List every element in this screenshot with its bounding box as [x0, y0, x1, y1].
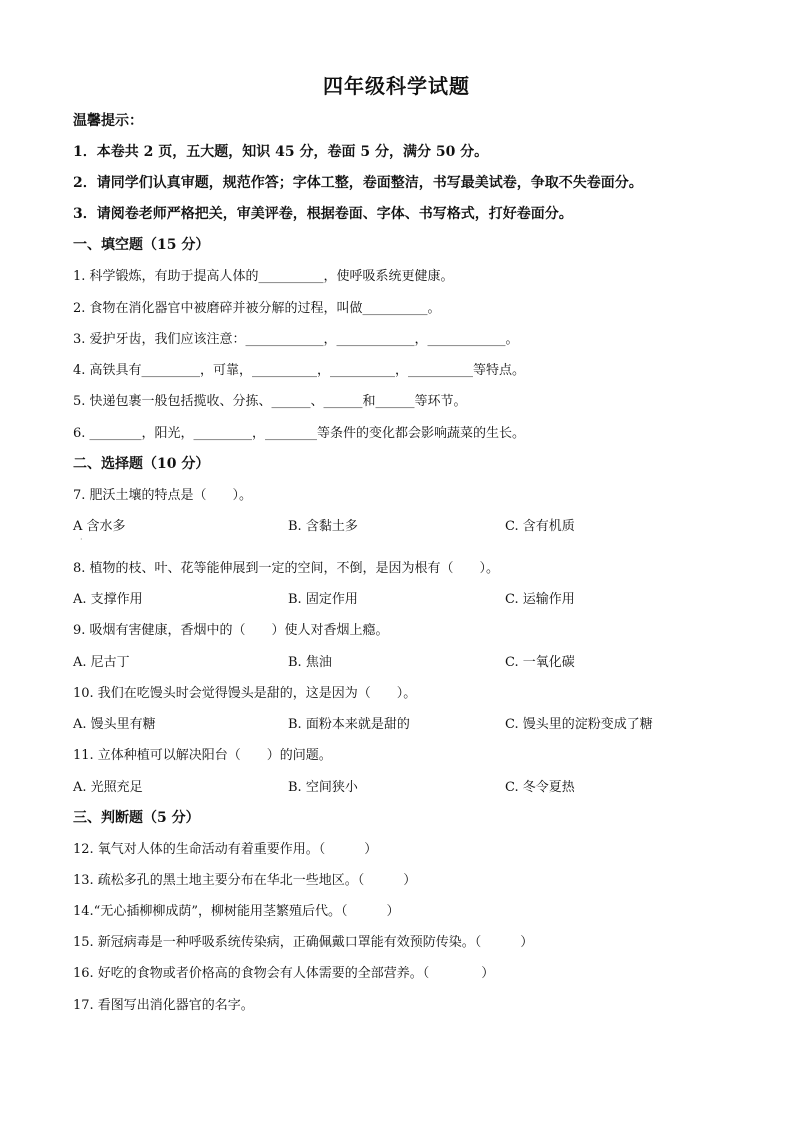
- question-7-option-c: C. 含有机质: [505, 519, 575, 534]
- question-11-option-c: C. 冬令夏热: [505, 780, 575, 795]
- question-9-option-b: B. 焦油: [288, 655, 332, 670]
- question-9-option-a: A. 尼古丁: [73, 655, 130, 670]
- question-8: 8. 植物的枝、叶、花等能伸展到一定的空间，不倒，是因为根有（ ）。: [73, 561, 500, 576]
- section-choice-heading: 二、选择题（10 分）: [73, 456, 210, 472]
- question-11: 11. 立体种植可以解决阳台（ ）的问题。: [73, 748, 332, 763]
- question-14: 14.“无心插柳柳成荫”，柳树能用茎繁殖后代。（ ）: [73, 904, 400, 919]
- stray-dot: ·: [80, 535, 83, 544]
- question-8-option-a: A. 支撑作用: [73, 592, 143, 607]
- question-8-option-c: C. 运输作用: [505, 592, 575, 607]
- notice-heading: 温馨提示：: [73, 113, 143, 129]
- question-6: 6. ________，阳光，_________，________等条件的变化都会影响蔬菜的生长。: [73, 426, 526, 441]
- question-3: 3. 爱护牙齿，我们应该注意：____________，____________，____________。: [73, 332, 519, 347]
- question-16: 16. 好吃的食物或者价格高的食物会有人体需要的全部营养。（ ）: [73, 966, 495, 981]
- section-judge-heading: 三、判断题（5 分）: [73, 810, 200, 826]
- question-11-option-a: A. 光照充足: [73, 780, 143, 795]
- question-9: 9. 吸烟有害健康，香烟中的（ ）使人对香烟上瘾。: [73, 623, 389, 638]
- notice-item-3: 3．请阅卷老师严格把关，审美评卷，根据卷面、字体、书写格式，打好卷面分。: [73, 206, 573, 222]
- question-13: 13. 疏松多孔的黑土地主要分布在华北一些地区。（ ）: [73, 873, 417, 888]
- question-10-option-a: A. 馒头里有糖: [73, 717, 156, 732]
- question-2: 2. 食物在消化器官中被磨碎并被分解的过程，叫做__________。: [73, 301, 441, 316]
- question-7-option-b: B. 含黏土多: [288, 519, 358, 534]
- question-10-option-b: B. 面粉本来就是甜的: [288, 717, 410, 732]
- question-17: 17. 看图写出消化器官的名字。: [73, 998, 254, 1013]
- notice-item-2: 2．请同学们认真审题，规范作答；字体工整，卷面整洁，书写最美试卷，争取不失卷面分。: [73, 175, 643, 191]
- question-15: 15. 新冠病毒是一种呼吸系统传染病，正确佩戴口罩能有效预防传染。（ ）: [73, 935, 534, 950]
- section-fill-blank-heading: 一、填空题（15 分）: [73, 237, 210, 253]
- question-12: 12. 氧气对人体的生命活动有着重要作用。（ ）: [73, 842, 378, 857]
- notice-item-1: 1．本卷共 2 页，五大题，知识 45 分，卷面 5 分，满分 50 分。: [73, 144, 489, 160]
- question-1: 1. 科学锻炼，有助于提高人体的__________，使呼吸系统更健康。: [73, 269, 454, 284]
- question-9-option-c: C. 一氧化碳: [505, 655, 575, 670]
- question-10: 10. 我们在吃馒头时会觉得馒头是甜的，这是因为（ ）。: [73, 686, 417, 701]
- question-4: 4. 高铁具有_________，可靠，__________，__________，__________等特点。: [73, 363, 526, 378]
- question-5: 5. 快递包裹一般包括揽收、分拣、______、______和______等环节。: [73, 394, 467, 409]
- question-10-option-c: C. 馒头里的淀粉变成了糖: [505, 717, 653, 732]
- question-11-option-b: B. 空间狭小: [288, 780, 358, 795]
- question-7-option-a: A 含水多: [73, 519, 126, 534]
- question-8-option-b: B. 固定作用: [288, 592, 358, 607]
- question-7: 7. 肥沃土壤的特点是（ ）。: [73, 488, 253, 503]
- page-title: 四年级科学试题: [323, 74, 470, 98]
